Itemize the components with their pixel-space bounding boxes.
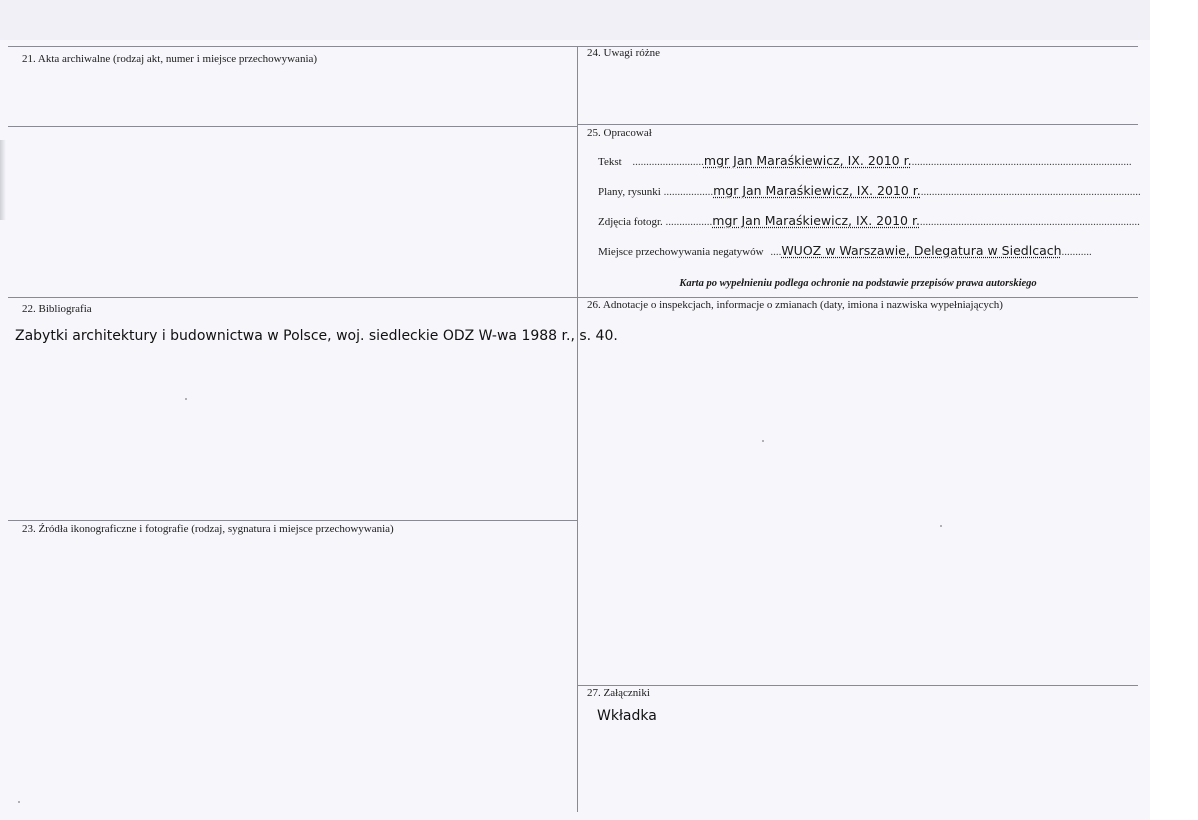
row-value: mgr Jan Maraśkiewicz, IX. 2010 r. — [712, 213, 920, 228]
row-value: mgr Jan Maraśkiewicz, IX. 2010 r. — [713, 183, 921, 198]
section-24-label: 24. Uwagi różne — [587, 47, 661, 59]
section-25-label: 25. Opracował — [587, 127, 652, 139]
row-trail: ................................................................................ — [911, 156, 1132, 168]
section-26-label: 26. Adnotacje o inspekcjach, informacje o zmianach (daty, imiona i nazwiska wypełniających) — [587, 299, 1003, 311]
row-leader: ................. — [665, 216, 713, 228]
row-leader: .......................... — [632, 156, 704, 168]
grid-line-center — [577, 46, 578, 812]
scan-speck — [185, 398, 187, 400]
row-trail: ................................................................................ — [920, 186, 1141, 198]
section-27-label: 27. Załączniki — [587, 687, 650, 699]
author-row-text — [598, 153, 1132, 168]
section-22-label: 22. Bibliografia — [22, 303, 92, 315]
row-label: Zdjęcia fotogr. — [598, 216, 663, 228]
scan-speck — [762, 440, 764, 442]
scan-top-band — [0, 0, 1150, 40]
row-value: mgr Jan Maraśkiewicz, IX. 2010 r. — [703, 153, 912, 168]
grid-line-mid — [8, 297, 1138, 298]
author-row-photos — [598, 213, 1140, 228]
scan-speck — [940, 525, 942, 527]
scan-shadow — [0, 140, 6, 220]
copyright-notice: Karta po wypełnieniu podlega ochronie na podstawie przepisów prawa autorskiego — [679, 278, 1037, 289]
section-21-label: 21. Akta archiwalne (rodzaj akt, numer i miejsce przechowywania) — [22, 53, 318, 65]
section-23-label: 23. Źródła ikonograficzne i fotografie (rodzaj, sygnatura i miejsce przechowywania) — [22, 523, 394, 535]
grid-line-24-bottom — [577, 124, 1138, 125]
row-trail: ........... — [1061, 246, 1092, 258]
row-trail: ................................................................................ — [919, 216, 1140, 228]
author-row-plans — [598, 183, 1141, 198]
row-value: WUOZ w Warszawie, Delegatura w Siedlcach — [781, 243, 1062, 258]
bibliography-value: Zabytki architektury i budownictwa w Polsce, woj. siedleckie ODZ W-wa 1988 r., s. 40. — [15, 328, 618, 344]
row-label: Tekst — [598, 156, 622, 168]
row-label: Miejsce przechowywania negatywów — [598, 246, 764, 258]
scan-speck — [18, 801, 20, 803]
author-row-negatives — [598, 243, 1092, 258]
grid-line-22-bottom — [8, 520, 577, 521]
attachments-value: Wkładka — [597, 708, 657, 724]
grid-line-26-bottom — [577, 685, 1138, 686]
row-leader: .................. — [663, 186, 714, 198]
grid-line-top — [8, 46, 1138, 47]
grid-line-21-bottom — [8, 126, 577, 127]
row-label: Plany, rysunki — [598, 186, 661, 198]
row-leader: .... — [770, 246, 782, 258]
